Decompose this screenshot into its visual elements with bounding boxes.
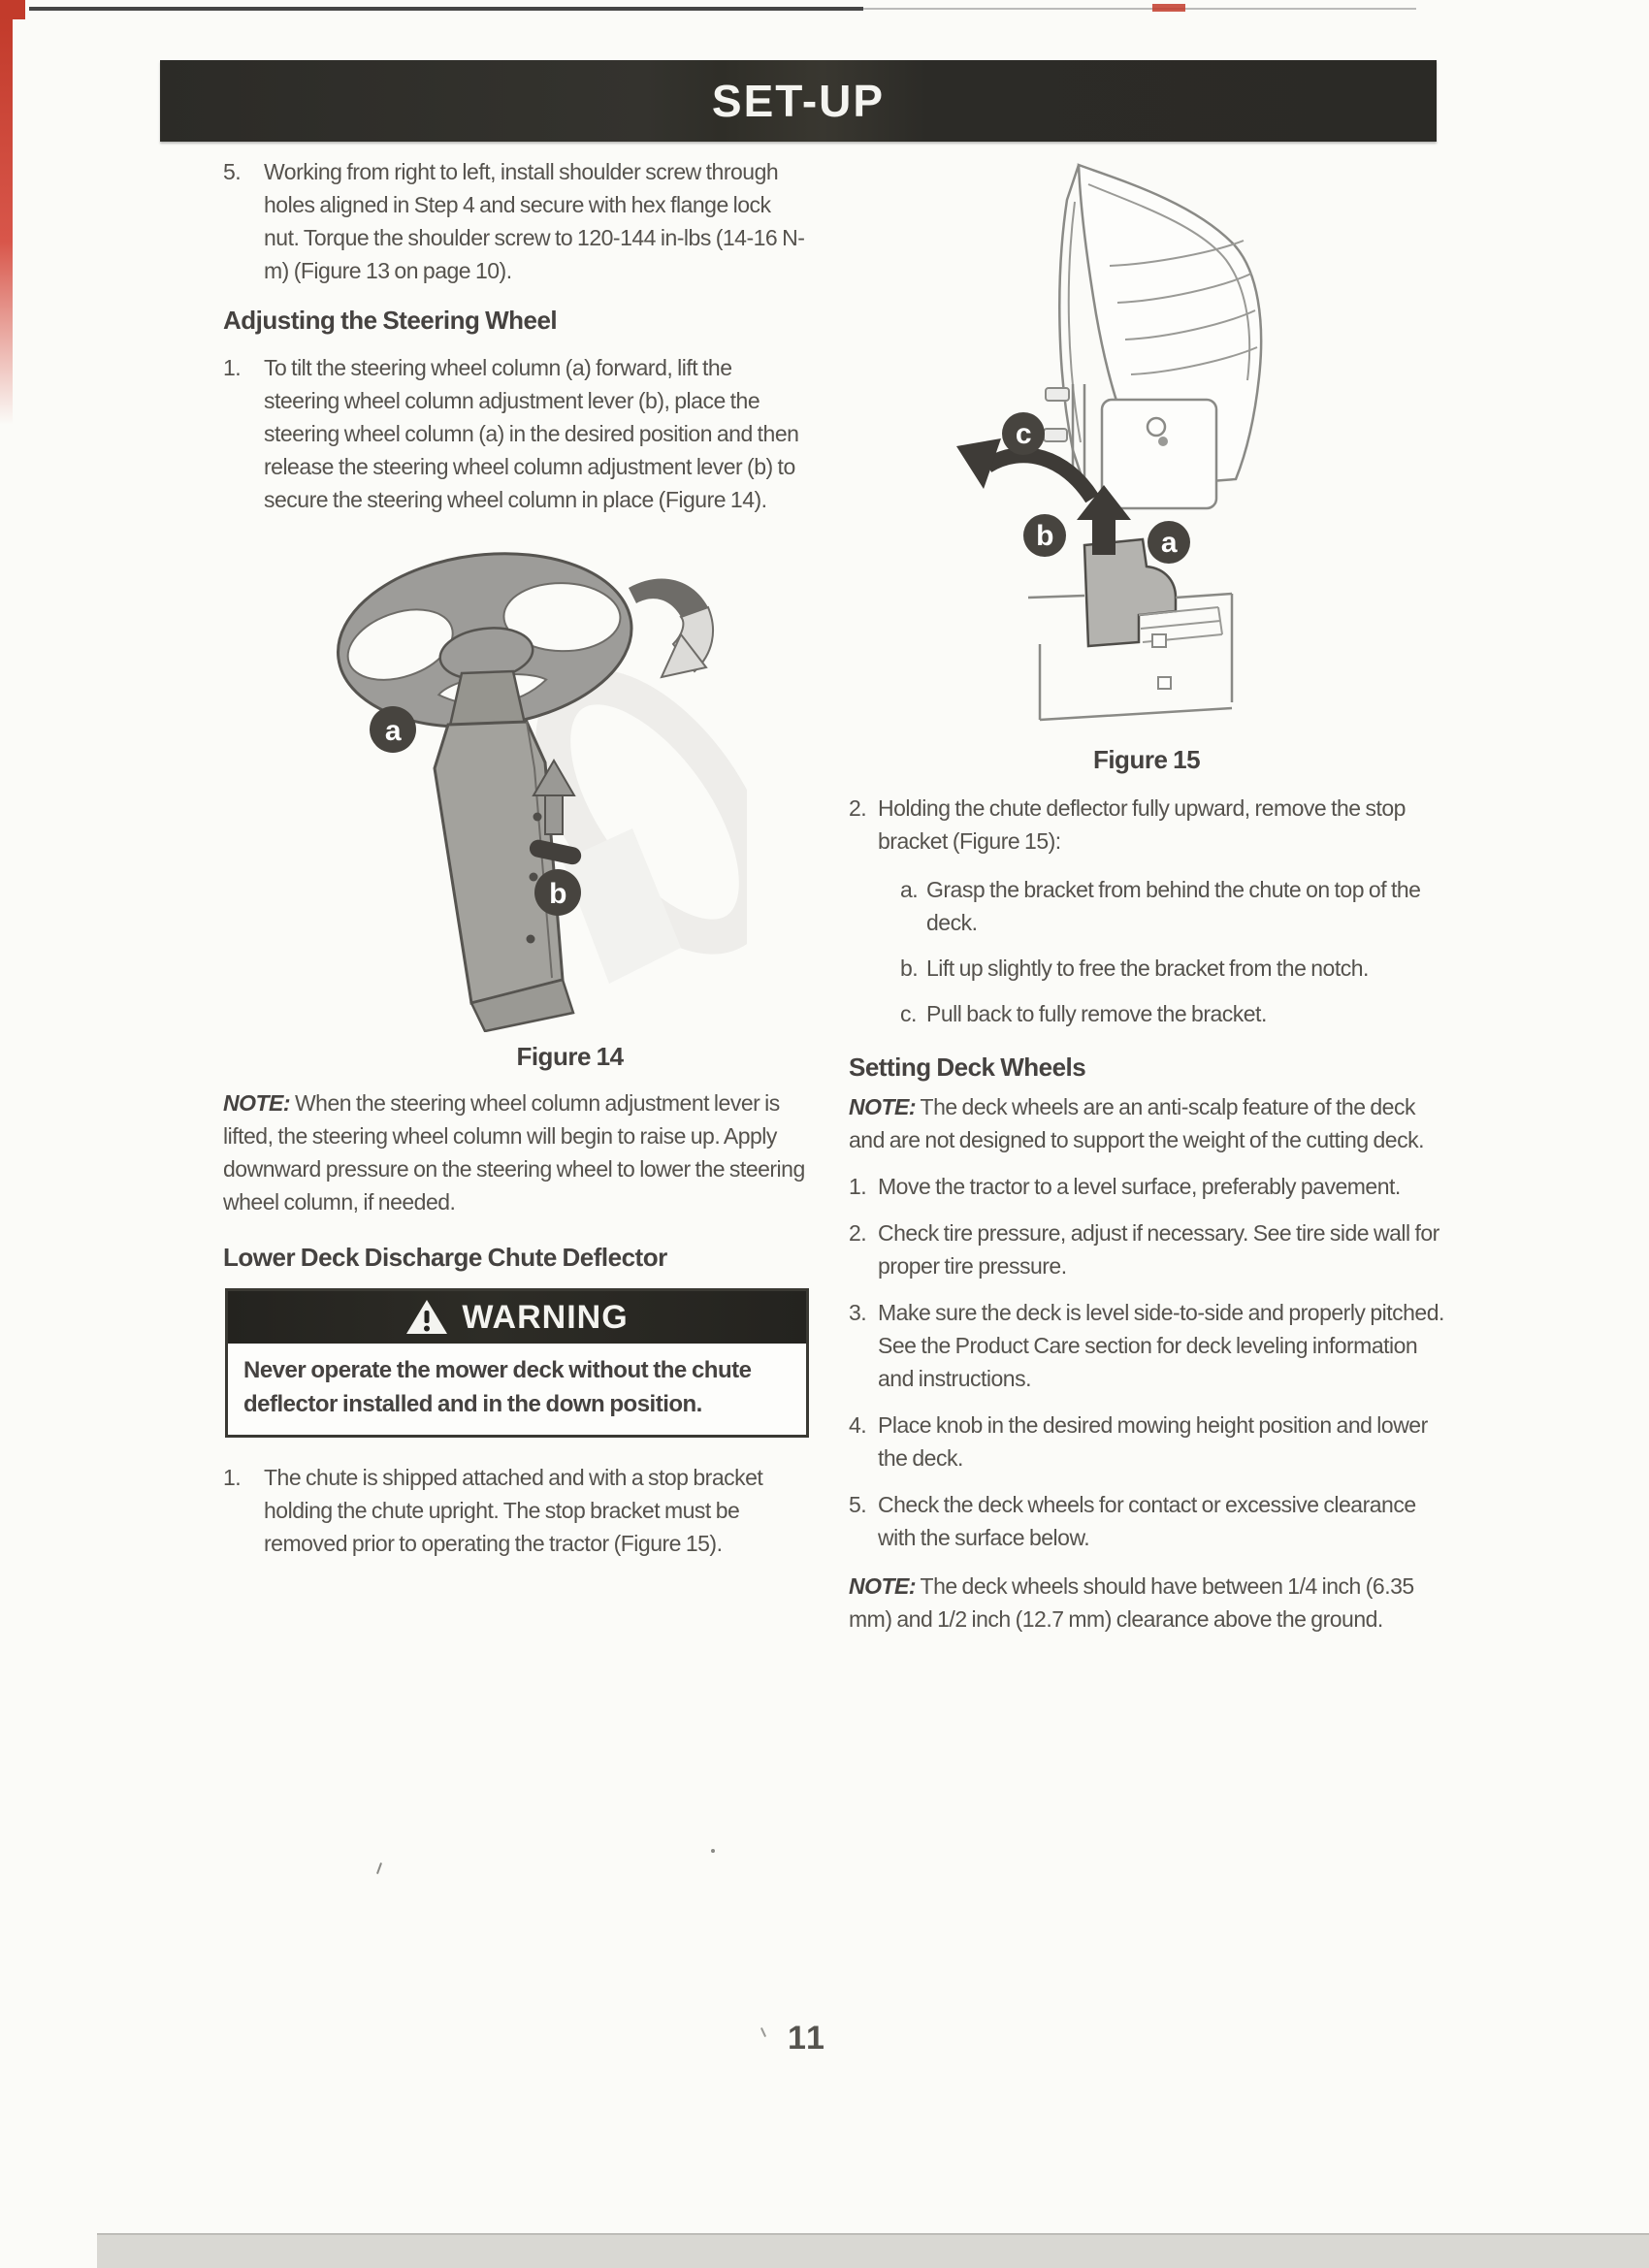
list-item-deck-step-3 xyxy=(849,1296,1444,1395)
list-number: 2. xyxy=(849,1220,867,1246)
svg-text:a: a xyxy=(1160,527,1178,559)
chute-deflector-figure xyxy=(931,159,1319,729)
list-text: Check tire pressure, adjust if necessary. See tire side wall for proper tire pressure. xyxy=(878,1220,1439,1279)
figure-14-illustration xyxy=(223,526,810,1032)
list-number: 5. xyxy=(223,159,242,184)
list-text: Pull back to fully remove the bracket. xyxy=(926,1001,1267,1026)
list-number: 2. xyxy=(849,795,867,821)
list-number: 1. xyxy=(223,1465,242,1490)
list-letter: a. xyxy=(900,877,919,902)
list-number: 1. xyxy=(223,355,242,380)
list-item-step-5 xyxy=(223,155,810,287)
scan-artifact-red-corner xyxy=(0,0,25,19)
note-text: When the steering wheel column adjustment lever is lifted, the steering wheel column will begin to raise up. Apply downward pressure on the steering wheel to lower the steering wheel column, if needed. xyxy=(223,1090,805,1215)
note-text: The deck wheels are an anti-scalp feature of the deck and are not designed to support the weight of the cutting deck. xyxy=(849,1094,1424,1152)
note-text: The deck wheels should have between 1/4 inch (6.35 mm) and 1/2 inch (12.7 mm) clearance above the ground. xyxy=(849,1573,1414,1632)
list-text: Move the tractor to a level surface, preferably pavement. xyxy=(878,1174,1401,1199)
page-title: SET-UP xyxy=(711,76,886,126)
list-number: 3. xyxy=(849,1300,867,1325)
list-item-deck-step-1 xyxy=(849,1170,1444,1203)
figure-14-marker-a xyxy=(370,706,416,753)
scan-artifact-top-line xyxy=(29,7,863,11)
left-column xyxy=(223,155,810,1560)
svg-text:b: b xyxy=(1036,520,1053,552)
list-text: Check the deck wheels for contact or excessive clearance with the surface below. xyxy=(878,1492,1416,1550)
list-item-step-2c xyxy=(900,997,1444,1030)
list-item-deck-step-2 xyxy=(849,1216,1444,1282)
section-heading-adjusting-steering-wheel: Adjusting the Steering Wheel xyxy=(223,306,558,335)
note-deck-wheels-1 xyxy=(849,1090,1444,1156)
list-item-deck-step-4 xyxy=(849,1409,1444,1474)
right-column xyxy=(849,155,1444,1636)
rotate-arrow-icon xyxy=(629,578,713,677)
list-text: Grasp the bracket from behind the chute on top of the deck. xyxy=(926,877,1421,935)
list-number: 1. xyxy=(849,1174,867,1199)
list-text: Lift up slightly to free the bracket from the notch. xyxy=(926,956,1369,981)
figure-15-illustration xyxy=(849,159,1444,729)
list-letter: c. xyxy=(900,1001,917,1026)
list-text: To tilt the steering wheel column (a) forward, lift the steering wheel column adjustment lever (b), place the steering wheel column (a) in the desired position and then release the steering wheel column adjustment lever (b) to secure the steering wheel column in place (Figure 14). xyxy=(264,355,799,512)
list-item-deck-step-5 xyxy=(849,1488,1444,1554)
page-number: 11 xyxy=(788,2020,826,2057)
figure-15-marker-a xyxy=(1148,521,1190,564)
figure-14-marker-b xyxy=(534,869,581,916)
note-deck-wheels-2 xyxy=(849,1570,1444,1636)
note-label: NOTE: xyxy=(223,1090,291,1116)
note-label: NOTE: xyxy=(849,1094,917,1119)
scan-artifact-speck xyxy=(760,2027,766,2037)
note-steering-column xyxy=(223,1086,810,1218)
list-text: The chute is shipped attached and with a stop bracket holding the chute upright. The stop bracket must be removed prior to operating the tractor (Figure 15). xyxy=(264,1465,763,1556)
list-letter: b. xyxy=(900,956,919,981)
scan-artifact-red-strip xyxy=(0,17,13,425)
page-header-band xyxy=(160,60,1437,142)
list-number: 5. xyxy=(849,1492,867,1517)
steering-wheel-figure xyxy=(242,526,747,1032)
list-number: 4. xyxy=(849,1412,867,1438)
section-heading-setting-deck-wheels: Setting Deck Wheels xyxy=(849,1053,1086,1082)
list-item-step-2a xyxy=(900,873,1444,939)
section-heading-lower-deck-chute: Lower Deck Discharge Chute Deflector xyxy=(223,1243,667,1272)
scan-artifact-red-dash xyxy=(1152,4,1185,12)
warning-text: Never operate the mower deck without the chute deflector installed and in the down position. xyxy=(243,1357,752,1417)
list-text: Make sure the deck is level side-to-side and properly pitched. See the Product Care section for deck leveling information and instructions. xyxy=(878,1300,1444,1391)
svg-text:a: a xyxy=(384,715,402,747)
list-item-step-1 xyxy=(223,351,810,516)
scan-artifact-speck xyxy=(711,1849,715,1853)
note-label: NOTE: xyxy=(849,1573,917,1599)
list-item-step-2b xyxy=(900,952,1444,985)
figure-15-caption: Figure 15 xyxy=(1092,745,1201,774)
hinge-plate xyxy=(1044,384,1216,508)
list-text: Place knob in the desired mowing height position and lower the deck. xyxy=(878,1412,1428,1471)
figure-15-marker-c xyxy=(1002,412,1045,455)
warning-icon xyxy=(405,1299,448,1336)
svg-text:c: c xyxy=(1015,418,1032,450)
scan-artifact-bottom-band xyxy=(97,2233,1649,2268)
list-text: Holding the chute deflector fully upward, remove the stop bracket (Figure 15): xyxy=(878,795,1406,854)
svg-text:b: b xyxy=(549,878,566,910)
scan-artifact-speck xyxy=(376,1863,382,1874)
list-item-step-2 xyxy=(849,792,1444,858)
list-item-chute-step-1 xyxy=(223,1461,810,1560)
list-text: Working from right to left, install shoulder screw through holes aligned in Step 4 and secure with hex flange lock nut. Torque the shoulder screw to 120-144 in-lbs (14-16 N-m) (Figure 13 on page 10). xyxy=(264,159,805,283)
figure-14-caption: Figure 14 xyxy=(516,1042,624,1071)
warning-box xyxy=(225,1288,809,1438)
warning-title: WARNING xyxy=(462,1299,629,1336)
figure-15-marker-b xyxy=(1023,514,1066,557)
warning-box-header xyxy=(228,1291,806,1344)
scan-artifact-top-line-2 xyxy=(863,8,1416,10)
